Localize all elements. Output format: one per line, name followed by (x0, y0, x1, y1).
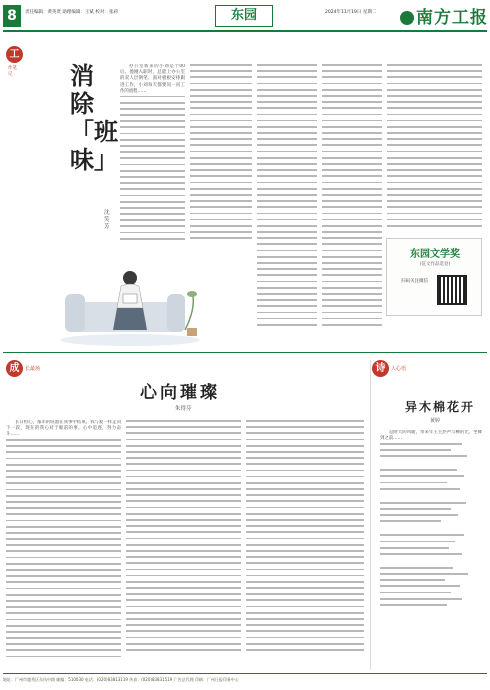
footer-divider (3, 673, 487, 674)
column-divider (370, 360, 371, 670)
qr-code-icon[interactable] (437, 275, 467, 305)
award-subtitle: (征文作品选登) (419, 262, 451, 267)
article-body-col-2 (126, 420, 241, 670)
column-tag-work: 工 (6, 46, 23, 63)
literature-award-box (386, 238, 482, 316)
poem-lead: 总附天的风暖，带来年王主热声与柳的光，坐舞到之前…… (380, 430, 482, 442)
article-body-col-3 (257, 64, 317, 349)
column-tag-poem: 诗 (372, 360, 389, 377)
poem-body (380, 430, 482, 670)
column-tag-label: 人心语 (391, 366, 407, 372)
editor-credits: 责任编辑：黄英贤 助理编辑：王斌 校对：张莉 (25, 10, 118, 15)
article-body-col-4 (322, 64, 382, 349)
header-divider (3, 30, 487, 32)
page-footer: 地址：广州市越秀区东风中路 邮编：510030 电话：(020)83813119 传真：(020)83831519 广告总代理 印刷：广州日报印务中心 (3, 677, 239, 682)
logo-icon (400, 11, 414, 25)
article-title: 心向璀璨 (140, 383, 220, 403)
newspaper-name: 南方工报 (416, 8, 488, 28)
publication-date: 2024年11月19日 星期二 (325, 10, 377, 15)
article-body-col-1 (6, 420, 121, 670)
article-body-col-5 (387, 64, 482, 234)
article-lead: 办公室新来的小刘是个00后。他刚入职时，总能上办公室的双人层钢笔、面对板板安排跟进工作，小刘每天都要问一问工作的流程…… (120, 64, 185, 94)
reading-woman-illustration (35, 260, 215, 348)
column-tag-growth: 成 (6, 360, 23, 377)
page-number: 8 (3, 5, 21, 27)
article-byline: 沈笑芳 (104, 210, 110, 230)
page-header (0, 0, 490, 38)
poem-title: 异木棉花开 (405, 400, 476, 414)
column-tag-label: 作笔记 (8, 66, 17, 77)
section-title: 东园 (215, 5, 273, 27)
article-byline: 朱得芬 (175, 406, 192, 412)
article-body-col-2 (190, 64, 252, 254)
article-text-lines (120, 96, 185, 240)
article-body-col-3 (246, 420, 364, 670)
article-title: 消除「班味」 (70, 61, 118, 174)
column-tag-label: 长最场 (25, 366, 41, 372)
section-divider (3, 352, 487, 353)
poem-author: 黄婷 (430, 418, 441, 424)
article-body-col-1 (120, 64, 185, 254)
article-lead: 长日恒心，都市的喧嚣在我事中结束。我与爱一样走向下一段，现在的我心对于眼前的事。心中追逐，努力奋斗…… (6, 420, 121, 438)
award-title: 东园文学奖 (410, 249, 460, 260)
newspaper-logo (400, 3, 488, 28)
qr-label: 扫码关注微信 (401, 279, 428, 284)
